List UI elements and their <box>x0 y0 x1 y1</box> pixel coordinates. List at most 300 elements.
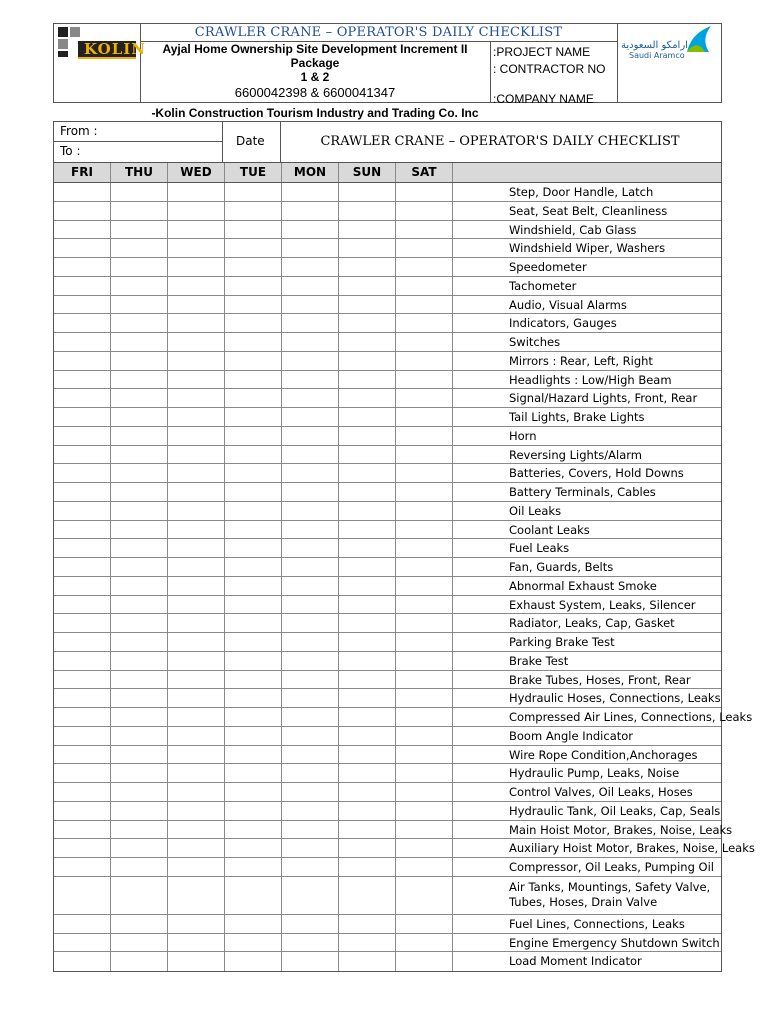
check-cell-sun[interactable] <box>339 483 396 501</box>
check-cell-tue[interactable] <box>225 202 282 220</box>
checklist-row <box>54 839 755 858</box>
check-cell-fri[interactable] <box>54 614 111 632</box>
check-cell-mon[interactable] <box>282 352 339 370</box>
check-cell-sat[interactable] <box>396 783 453 801</box>
check-cell-thu[interactable] <box>111 202 168 220</box>
check-cell-sun[interactable] <box>339 521 396 539</box>
check-cell-mon[interactable] <box>282 727 339 745</box>
check-cell-wed[interactable] <box>168 333 225 351</box>
check-cell-sun[interactable] <box>339 952 396 971</box>
check-cell-wed[interactable] <box>168 783 225 801</box>
check-cell-fri[interactable] <box>54 764 111 782</box>
check-cell-mon[interactable] <box>282 821 339 839</box>
checklist-row <box>54 258 721 277</box>
check-cell-sun[interactable] <box>339 333 396 351</box>
check-cell-mon[interactable] <box>282 296 339 314</box>
check-cell-tue[interactable] <box>225 952 282 971</box>
check-cell-mon[interactable] <box>282 333 339 351</box>
check-cell-wed[interactable] <box>168 371 225 389</box>
check-cell-tue[interactable] <box>225 577 282 595</box>
check-cell-sat[interactable] <box>396 952 453 971</box>
check-cell-thu[interactable] <box>111 877 168 914</box>
check-cell-fri[interactable] <box>54 915 111 933</box>
check-cell-sat[interactable] <box>396 934 453 952</box>
check-cell-sun[interactable] <box>339 614 396 632</box>
check-cell-thu[interactable] <box>111 952 168 971</box>
check-cell-fri[interactable] <box>54 296 111 314</box>
check-cell-fri[interactable] <box>54 839 111 857</box>
check-cell-fri[interactable] <box>54 952 111 971</box>
check-cell-sun[interactable] <box>339 652 396 670</box>
check-cell-fri[interactable] <box>54 689 111 707</box>
check-cell-wed[interactable] <box>168 577 225 595</box>
check-cell-sat[interactable] <box>396 352 453 370</box>
check-cell-mon[interactable] <box>282 483 339 501</box>
check-cell-wed[interactable] <box>168 389 225 407</box>
check-cell-sun[interactable] <box>339 296 396 314</box>
check-cell-sat[interactable] <box>396 221 453 239</box>
check-cell-tue[interactable] <box>225 371 282 389</box>
check-cell-thu[interactable] <box>111 858 168 876</box>
check-cell-sat[interactable] <box>396 389 453 407</box>
check-cell-thu[interactable] <box>111 389 168 407</box>
check-cell-sun[interactable] <box>339 915 396 933</box>
check-cell-wed[interactable] <box>168 952 225 971</box>
check-cell-mon[interactable] <box>282 539 339 557</box>
check-cell-fri[interactable] <box>54 502 111 520</box>
check-cell-thu[interactable] <box>111 934 168 952</box>
check-cell-sun[interactable] <box>339 239 396 257</box>
check-cell-sat[interactable] <box>396 558 453 576</box>
check-cell-wed[interactable] <box>168 502 225 520</box>
check-cell-thu[interactable] <box>111 446 168 464</box>
check-cell-mon[interactable] <box>282 708 339 726</box>
check-cell-thu[interactable] <box>111 614 168 632</box>
check-cell-sun[interactable] <box>339 783 396 801</box>
check-cell-thu[interactable] <box>111 915 168 933</box>
check-cell-fri[interactable] <box>54 802 111 820</box>
check-cell-thu[interactable] <box>111 371 168 389</box>
check-cell-tue[interactable] <box>225 183 282 201</box>
check-cell-wed[interactable] <box>168 446 225 464</box>
check-cell-sun[interactable] <box>339 877 396 914</box>
check-cell-tue[interactable] <box>225 277 282 295</box>
check-cell-sat[interactable] <box>396 764 453 782</box>
check-cell-sun[interactable] <box>339 858 396 876</box>
check-cell-wed[interactable] <box>168 858 225 876</box>
check-cell-thu[interactable] <box>111 277 168 295</box>
check-cell-mon[interactable] <box>282 577 339 595</box>
check-cell-tue[interactable] <box>225 239 282 257</box>
check-cell-sat[interactable] <box>396 614 453 632</box>
check-cell-sat[interactable] <box>396 746 453 764</box>
check-cell-tue[interactable] <box>225 633 282 651</box>
check-cell-tue[interactable] <box>225 502 282 520</box>
check-cell-fri[interactable] <box>54 708 111 726</box>
checklist-row <box>54 464 721 483</box>
check-cell-thu[interactable] <box>111 746 168 764</box>
check-cell-fri[interactable] <box>54 746 111 764</box>
check-cell-fri[interactable] <box>54 558 111 576</box>
check-cell-sun[interactable] <box>339 821 396 839</box>
check-cell-sun[interactable] <box>339 408 396 426</box>
check-cell-sat[interactable] <box>396 427 453 445</box>
check-cell-sat[interactable] <box>396 333 453 351</box>
check-cell-thu[interactable] <box>111 539 168 557</box>
check-cell-sat[interactable] <box>396 821 453 839</box>
date-field[interactable] <box>222 122 281 162</box>
check-cell-sat[interactable] <box>396 296 453 314</box>
header-labels <box>490 41 618 106</box>
from-field[interactable]: From : <box>60 124 98 138</box>
check-cell-sat[interactable] <box>396 446 453 464</box>
check-cell-tue[interactable] <box>225 934 282 952</box>
check-cell-sat[interactable] <box>396 727 453 745</box>
check-cell-wed[interactable] <box>168 764 225 782</box>
check-cell-wed[interactable] <box>168 727 225 745</box>
check-cell-sat[interactable] <box>396 483 453 501</box>
check-cell-sat[interactable] <box>396 371 453 389</box>
check-cell-tue[interactable] <box>225 783 282 801</box>
check-cell-mon[interactable] <box>282 671 339 689</box>
checklist-row <box>54 952 721 971</box>
check-cell-tue[interactable] <box>225 539 282 557</box>
check-cell-sat[interactable] <box>396 521 453 539</box>
check-cell-fri[interactable] <box>54 221 111 239</box>
check-cell-fri[interactable] <box>54 427 111 445</box>
check-cell-mon[interactable] <box>282 952 339 971</box>
check-cell-tue[interactable] <box>225 839 282 857</box>
check-cell-sun[interactable] <box>339 539 396 557</box>
check-cell-sun[interactable] <box>339 689 396 707</box>
check-cell-mon[interactable] <box>282 314 339 332</box>
check-cell-wed[interactable] <box>168 277 225 295</box>
check-cell-tue[interactable] <box>225 408 282 426</box>
check-cell-sun[interactable] <box>339 577 396 595</box>
check-cell-thu[interactable] <box>111 671 168 689</box>
check-cell-tue[interactable] <box>225 558 282 576</box>
check-cell-wed[interactable] <box>168 802 225 820</box>
check-cell-thu[interactable] <box>111 464 168 482</box>
check-cell-sun[interactable] <box>339 464 396 482</box>
check-cell-tue[interactable] <box>225 821 282 839</box>
check-cell-wed[interactable] <box>168 408 225 426</box>
check-cell-sun[interactable] <box>339 371 396 389</box>
checklist-row <box>54 689 721 708</box>
check-cell-thu[interactable] <box>111 333 168 351</box>
check-cell-tue[interactable] <box>225 427 282 445</box>
check-cell-sat[interactable] <box>396 239 453 257</box>
check-cell-mon[interactable] <box>282 277 339 295</box>
check-cell-fri[interactable] <box>54 389 111 407</box>
check-cell-sun[interactable] <box>339 258 396 276</box>
check-cell-wed[interactable] <box>168 183 225 201</box>
check-cell-fri[interactable] <box>54 633 111 651</box>
check-cell-thu[interactable] <box>111 352 168 370</box>
check-cell-sat[interactable] <box>396 539 453 557</box>
check-cell-wed[interactable] <box>168 221 225 239</box>
check-cell-tue[interactable] <box>225 464 282 482</box>
check-cell-mon[interactable] <box>282 521 339 539</box>
check-cell-fri[interactable] <box>54 877 111 914</box>
check-cell-fri[interactable] <box>54 258 111 276</box>
check-cell-sat[interactable] <box>396 596 453 614</box>
check-cell-fri[interactable] <box>54 858 111 876</box>
check-cell-wed[interactable] <box>168 671 225 689</box>
check-cell-tue[interactable] <box>225 221 282 239</box>
check-cell-wed[interactable] <box>168 633 225 651</box>
check-cell-fri[interactable] <box>54 464 111 482</box>
check-cell-fri[interactable] <box>54 821 111 839</box>
check-cell-mon[interactable] <box>282 221 339 239</box>
check-cell-wed[interactable] <box>168 352 225 370</box>
check-cell-fri[interactable] <box>54 521 111 539</box>
check-cell-fri[interactable] <box>54 652 111 670</box>
check-cell-fri[interactable] <box>54 577 111 595</box>
check-cell-sat[interactable] <box>396 671 453 689</box>
check-cell-tue[interactable] <box>225 764 282 782</box>
check-cell-mon[interactable] <box>282 258 339 276</box>
check-cell-wed[interactable] <box>168 558 225 576</box>
check-cell-sun[interactable] <box>339 934 396 952</box>
check-cell-fri[interactable] <box>54 202 111 220</box>
check-cell-wed[interactable] <box>168 915 225 933</box>
check-cell-wed[interactable] <box>168 539 225 557</box>
check-cell-sun[interactable] <box>339 558 396 576</box>
check-cell-sat[interactable] <box>396 839 453 857</box>
check-cell-thu[interactable] <box>111 521 168 539</box>
checklist-item-label: Step, Door Handle, Latch <box>509 185 654 199</box>
check-cell-fri[interactable] <box>54 539 111 557</box>
check-cell-mon[interactable] <box>282 915 339 933</box>
check-cell-tue[interactable] <box>225 746 282 764</box>
check-cell-sat[interactable] <box>396 708 453 726</box>
check-cell-thu[interactable] <box>111 839 168 857</box>
check-cell-thu[interactable] <box>111 596 168 614</box>
check-cell-wed[interactable] <box>168 746 225 764</box>
check-cell-sun[interactable] <box>339 352 396 370</box>
check-cell-sat[interactable] <box>396 183 453 201</box>
check-cell-wed[interactable] <box>168 839 225 857</box>
check-cell-fri[interactable] <box>54 783 111 801</box>
check-cell-fri[interactable] <box>54 352 111 370</box>
check-cell-sun[interactable] <box>339 446 396 464</box>
check-cell-mon[interactable] <box>282 764 339 782</box>
check-cell-thu[interactable] <box>111 221 168 239</box>
check-cell-mon[interactable] <box>282 389 339 407</box>
check-cell-wed[interactable] <box>168 314 225 332</box>
check-cell-sat[interactable] <box>396 689 453 707</box>
check-cell-mon[interactable] <box>282 202 339 220</box>
check-cell-thu[interactable] <box>111 652 168 670</box>
check-cell-sat[interactable] <box>396 802 453 820</box>
check-cell-tue[interactable] <box>225 877 282 914</box>
check-cell-tue[interactable] <box>225 708 282 726</box>
check-cell-thu[interactable] <box>111 558 168 576</box>
check-cell-thu[interactable] <box>111 802 168 820</box>
check-cell-sun[interactable] <box>339 502 396 520</box>
check-cell-tue[interactable] <box>225 689 282 707</box>
check-cell-wed[interactable] <box>168 239 225 257</box>
check-cell-sun[interactable] <box>339 727 396 745</box>
check-cell-mon[interactable] <box>282 446 339 464</box>
check-cell-thu[interactable] <box>111 577 168 595</box>
check-cell-sun[interactable] <box>339 277 396 295</box>
check-cell-thu[interactable] <box>111 408 168 426</box>
check-cell-mon[interactable] <box>282 596 339 614</box>
check-cell-mon[interactable] <box>282 371 339 389</box>
check-cell-wed[interactable] <box>168 202 225 220</box>
check-cell-fri[interactable] <box>54 408 111 426</box>
check-cell-tue[interactable] <box>225 652 282 670</box>
check-cell-mon[interactable] <box>282 783 339 801</box>
check-cell-mon[interactable] <box>282 689 339 707</box>
check-cell-sat[interactable] <box>396 464 453 482</box>
check-cell-sat[interactable] <box>396 915 453 933</box>
check-cell-sun[interactable] <box>339 183 396 201</box>
check-cell-mon[interactable] <box>282 934 339 952</box>
check-cell-wed[interactable] <box>168 427 225 445</box>
check-cell-sat[interactable] <box>396 577 453 595</box>
check-cell-mon[interactable] <box>282 633 339 651</box>
check-cell-sun[interactable] <box>339 746 396 764</box>
check-cell-mon[interactable] <box>282 558 339 576</box>
check-cell-wed[interactable] <box>168 483 225 501</box>
check-cell-fri[interactable] <box>54 596 111 614</box>
check-cell-fri[interactable] <box>54 314 111 332</box>
check-cell-thu[interactable] <box>111 708 168 726</box>
check-cell-sun[interactable] <box>339 389 396 407</box>
check-cell-thu[interactable] <box>111 783 168 801</box>
check-cell-fri[interactable] <box>54 183 111 201</box>
check-cell-sat[interactable] <box>396 652 453 670</box>
check-cell-sat[interactable] <box>396 202 453 220</box>
check-cell-tue[interactable] <box>225 333 282 351</box>
check-cell-thu[interactable] <box>111 427 168 445</box>
check-cell-sun[interactable] <box>339 596 396 614</box>
check-cell-fri[interactable] <box>54 727 111 745</box>
check-cell-sat[interactable] <box>396 633 453 651</box>
check-cell-mon[interactable] <box>282 502 339 520</box>
check-cell-sun[interactable] <box>339 427 396 445</box>
check-cell-sun[interactable] <box>339 221 396 239</box>
check-cell-mon[interactable] <box>282 464 339 482</box>
check-cell-sat[interactable] <box>396 408 453 426</box>
checklist-item-label: Hydraulic Pump, Leaks, Noise <box>509 766 680 781</box>
check-cell-fri[interactable] <box>54 671 111 689</box>
check-cell-wed[interactable] <box>168 934 225 952</box>
check-cell-sun[interactable] <box>339 633 396 651</box>
check-cell-tue[interactable] <box>225 858 282 876</box>
to-field[interactable]: To : <box>60 144 81 158</box>
check-cell-wed[interactable] <box>168 296 225 314</box>
check-cell-wed[interactable] <box>168 689 225 707</box>
check-cell-tue[interactable] <box>225 389 282 407</box>
check-cell-thu[interactable] <box>111 689 168 707</box>
check-cell-mon[interactable] <box>282 408 339 426</box>
check-cell-tue[interactable] <box>225 296 282 314</box>
check-cell-mon[interactable] <box>282 802 339 820</box>
check-cell-tue[interactable] <box>225 727 282 745</box>
check-cell-fri[interactable] <box>54 277 111 295</box>
check-cell-tue[interactable] <box>225 671 282 689</box>
check-cell-sun[interactable] <box>339 202 396 220</box>
check-cell-sun[interactable] <box>339 839 396 857</box>
check-cell-thu[interactable] <box>111 821 168 839</box>
check-cell-thu[interactable] <box>111 502 168 520</box>
check-cell-wed[interactable] <box>168 521 225 539</box>
check-cell-wed[interactable] <box>168 464 225 482</box>
check-cell-sun[interactable] <box>339 802 396 820</box>
check-cell-tue[interactable] <box>225 258 282 276</box>
check-cell-mon[interactable] <box>282 652 339 670</box>
check-cell-wed[interactable] <box>168 652 225 670</box>
check-cell-fri[interactable] <box>54 333 111 351</box>
check-cell-sun[interactable] <box>339 671 396 689</box>
check-cell-sat[interactable] <box>396 258 453 276</box>
check-cell-thu[interactable] <box>111 239 168 257</box>
check-cell-thu[interactable] <box>111 483 168 501</box>
check-cell-wed[interactable] <box>168 708 225 726</box>
check-cell-mon[interactable] <box>282 427 339 445</box>
check-cell-thu[interactable] <box>111 258 168 276</box>
checklist-item-label: Tachometer <box>509 278 577 293</box>
check-cell-fri[interactable] <box>54 239 111 257</box>
check-cell-sun[interactable] <box>339 764 396 782</box>
check-cell-fri[interactable] <box>54 934 111 952</box>
check-cell-thu[interactable] <box>111 183 168 201</box>
check-cell-thu[interactable] <box>111 314 168 332</box>
check-cell-mon[interactable] <box>282 614 339 632</box>
check-cell-sat[interactable] <box>396 877 453 914</box>
check-cell-tue[interactable] <box>225 446 282 464</box>
check-cell-wed[interactable] <box>168 877 225 914</box>
check-cell-tue[interactable] <box>225 483 282 501</box>
check-cell-thu[interactable] <box>111 764 168 782</box>
check-cell-wed[interactable] <box>168 614 225 632</box>
check-cell-sun[interactable] <box>339 314 396 332</box>
check-cell-thu[interactable] <box>111 633 168 651</box>
check-cell-tue[interactable] <box>225 614 282 632</box>
check-cell-mon[interactable] <box>282 839 339 857</box>
check-cell-fri[interactable] <box>54 483 111 501</box>
check-cell-tue[interactable] <box>225 521 282 539</box>
check-cell-wed[interactable] <box>168 821 225 839</box>
check-cell-wed[interactable] <box>168 258 225 276</box>
check-cell-sat[interactable] <box>396 314 453 332</box>
check-cell-mon[interactable] <box>282 858 339 876</box>
check-cell-sun[interactable] <box>339 708 396 726</box>
check-cell-tue[interactable] <box>225 314 282 332</box>
check-cell-thu[interactable] <box>111 727 168 745</box>
check-cell-mon[interactable] <box>282 239 339 257</box>
check-cell-tue[interactable] <box>225 352 282 370</box>
check-cell-mon[interactable] <box>282 183 339 201</box>
check-cell-fri[interactable] <box>54 371 111 389</box>
check-cell-sat[interactable] <box>396 502 453 520</box>
checklist-item-label: Coolant Leaks <box>509 522 590 537</box>
check-cell-wed[interactable] <box>168 596 225 614</box>
check-cell-sat[interactable] <box>396 277 453 295</box>
check-cell-tue[interactable] <box>225 915 282 933</box>
check-cell-fri[interactable] <box>54 446 111 464</box>
check-cell-mon[interactable] <box>282 746 339 764</box>
check-cell-sat[interactable] <box>396 858 453 876</box>
check-cell-thu[interactable] <box>111 296 168 314</box>
check-cell-tue[interactable] <box>225 596 282 614</box>
check-cell-tue[interactable] <box>225 802 282 820</box>
check-cell-mon[interactable] <box>282 877 339 914</box>
